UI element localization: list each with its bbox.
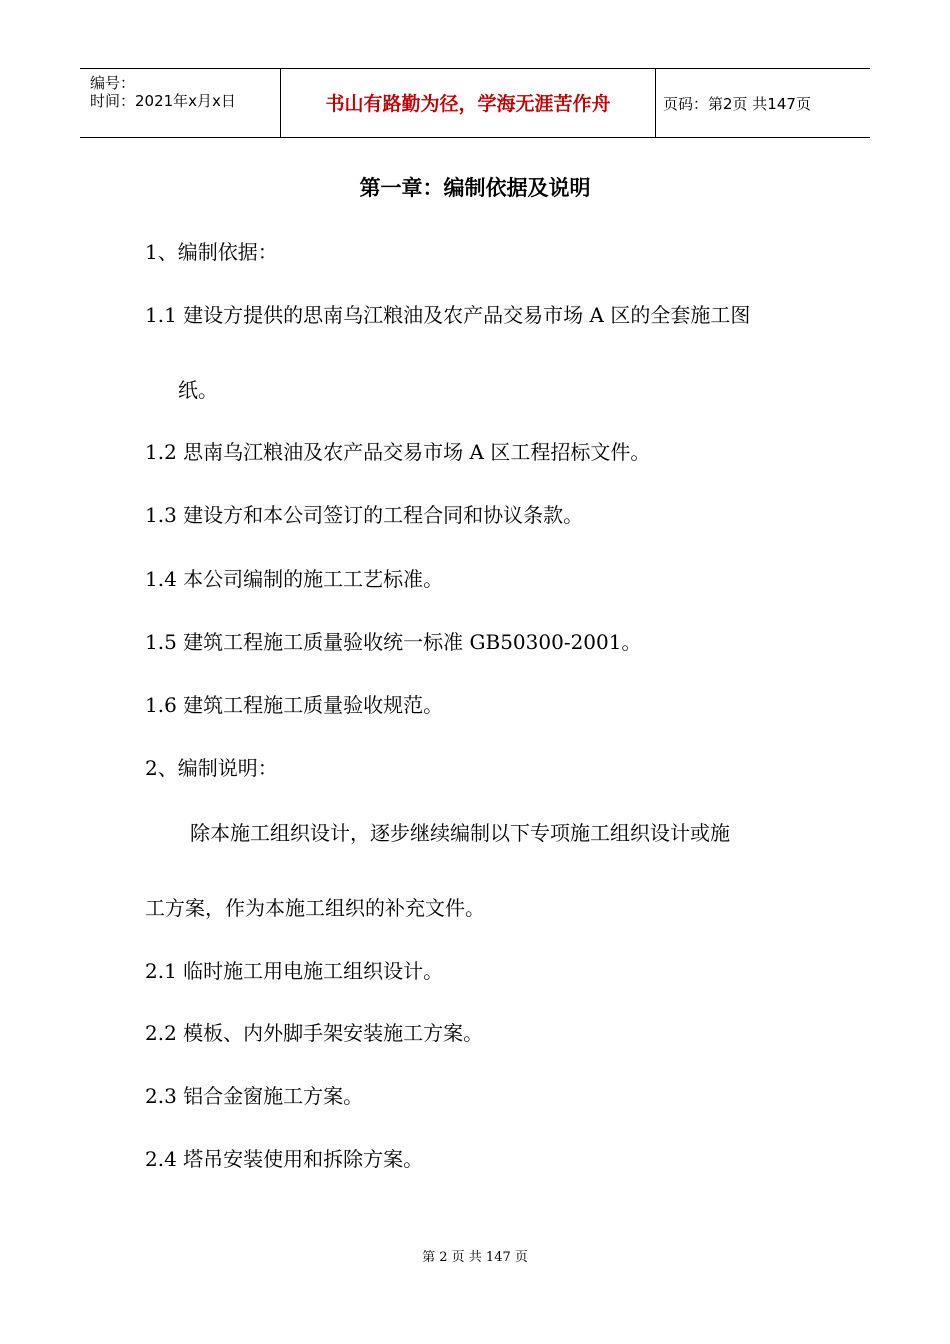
section-heading-basis: 1、编制依据：: [145, 240, 278, 264]
paragraph-1-6: 1.6 建筑工程施工质量验收规范。: [145, 693, 444, 717]
chapter-title: 第一章：编制依据及说明: [359, 176, 591, 200]
page-header: [80, 68, 870, 138]
header-motto: 书山有路勤为径，学海无涯苦作舟: [325, 93, 611, 115]
paragraph-2-2: 2.2 模板、内外脚手架安装施工方案。: [145, 1021, 484, 1045]
paragraph-1-3: 1.3 建设方和本公司签订的工程合同和协议条款。: [145, 503, 584, 527]
paragraph-1-5: 1.5 建筑工程施工质量验收统一标准 GB50300-2001。: [145, 630, 642, 654]
paragraph-2-1: 2.1 临时施工用电施工组织设计。: [145, 959, 444, 983]
paragraph-1-4: 1.4 本公司编制的施工工艺标准。: [145, 567, 444, 591]
paragraph-1-1-cont: 纸。: [178, 378, 218, 402]
paragraph-2-4: 2.4 塔吊安装使用和拆除方案。: [145, 1147, 424, 1171]
paragraph-2-3: 2.3 铝合金窗施工方案。: [145, 1084, 364, 1108]
header-page-cell: [655, 69, 870, 137]
paragraph-1-2: 1.2 思南乌江粮油及农产品交易市场 A 区工程招标文件。: [145, 440, 651, 464]
document-number-label: 编号：: [90, 74, 136, 92]
header-info-cell: [80, 69, 280, 137]
header-page-code: 页码：第2页 共147页: [663, 95, 811, 113]
paragraph-1-1: 1.1 建设方提供的思南乌江粮油及农产品交易市场 A 区的全套施工图: [145, 303, 751, 327]
document-date-label: 时间：2021年x月x日: [90, 92, 236, 110]
header-motto-cell: [280, 69, 656, 137]
page-footer: 第 2 页 共 147 页: [422, 1250, 528, 1265]
paragraph-notes-body: 除本施工组织设计，逐步继续编制以下专项施工组织设计或施: [190, 821, 730, 845]
paragraph-notes-body-cont: 工方案，作为本施工组织的补充文件。: [145, 896, 485, 920]
section-heading-notes: 2、编制说明：: [145, 756, 278, 780]
